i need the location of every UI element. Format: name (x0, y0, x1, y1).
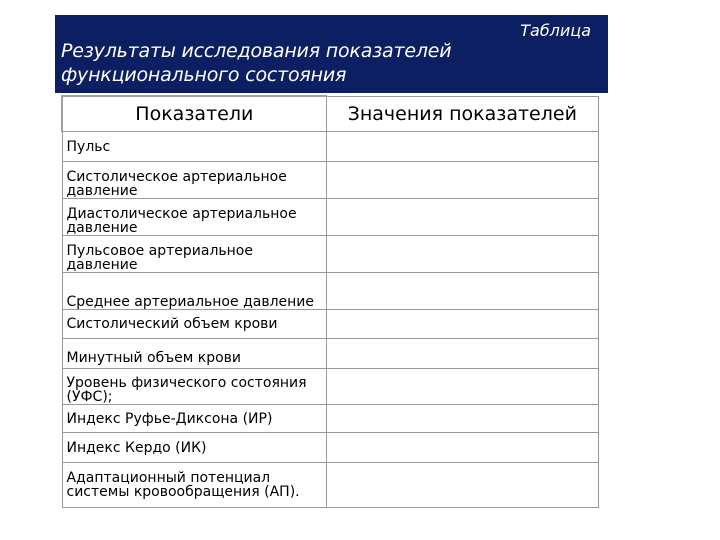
indicator-value-cell[interactable] (326, 162, 598, 199)
indicator-name: Индекс Кердо (ИК) (62, 433, 326, 463)
table-row (62, 405, 599, 433)
indicator-name: Пульсовое артериальное давление (62, 236, 326, 273)
table-row (62, 132, 599, 162)
indicator-name: Адаптационный потенциал системы кровообращения (АП). (62, 463, 326, 508)
column-header-indicators: Показатели (62, 96, 326, 132)
column-header-values: Значения показателей (326, 96, 598, 132)
indicator-value-cell[interactable] (326, 369, 598, 405)
indicator-name: Систолический объем крови (62, 310, 326, 339)
title-banner (55, 15, 608, 93)
page-title (61, 39, 451, 87)
table-header-row (62, 96, 599, 132)
indicator-value-cell[interactable] (326, 339, 598, 369)
indicator-value-cell[interactable] (326, 310, 598, 339)
indicator-value-cell[interactable] (326, 405, 598, 433)
indicator-name: Пульс (62, 132, 326, 162)
indicator-name: Уровень физического состояния (УФС); (62, 369, 326, 405)
table-row (62, 433, 599, 463)
indicator-value-cell[interactable] (326, 236, 598, 273)
table-row (62, 369, 599, 405)
page-title-line-2: функционального состояния (61, 64, 347, 86)
indicator-value-cell[interactable] (326, 132, 598, 162)
indicator-name: Среднее артериальное давление (62, 273, 326, 310)
table-row (62, 162, 599, 199)
table-row (62, 199, 599, 236)
table-row (62, 339, 599, 369)
indicator-value-cell[interactable] (326, 463, 598, 508)
indicator-value-cell[interactable] (326, 433, 598, 463)
indicator-name: Диастолическое артериальное давление (62, 199, 326, 236)
indicator-value-cell[interactable] (326, 199, 598, 236)
page-title-line-1: Результаты исследования показателей (61, 40, 452, 62)
table-row (62, 463, 599, 508)
indicator-name: Систолическое артериальное давление (62, 162, 326, 199)
table-row (62, 310, 599, 339)
indicator-value-cell[interactable] (326, 273, 598, 310)
indicator-name: Минутный объем крови (62, 339, 326, 369)
table-row (62, 273, 599, 310)
indicator-name: Индекс Руфье-Диксона (ИР) (62, 405, 326, 433)
indicators-table (61, 95, 599, 508)
table-label: Таблица (520, 21, 591, 40)
table-row (62, 236, 599, 273)
